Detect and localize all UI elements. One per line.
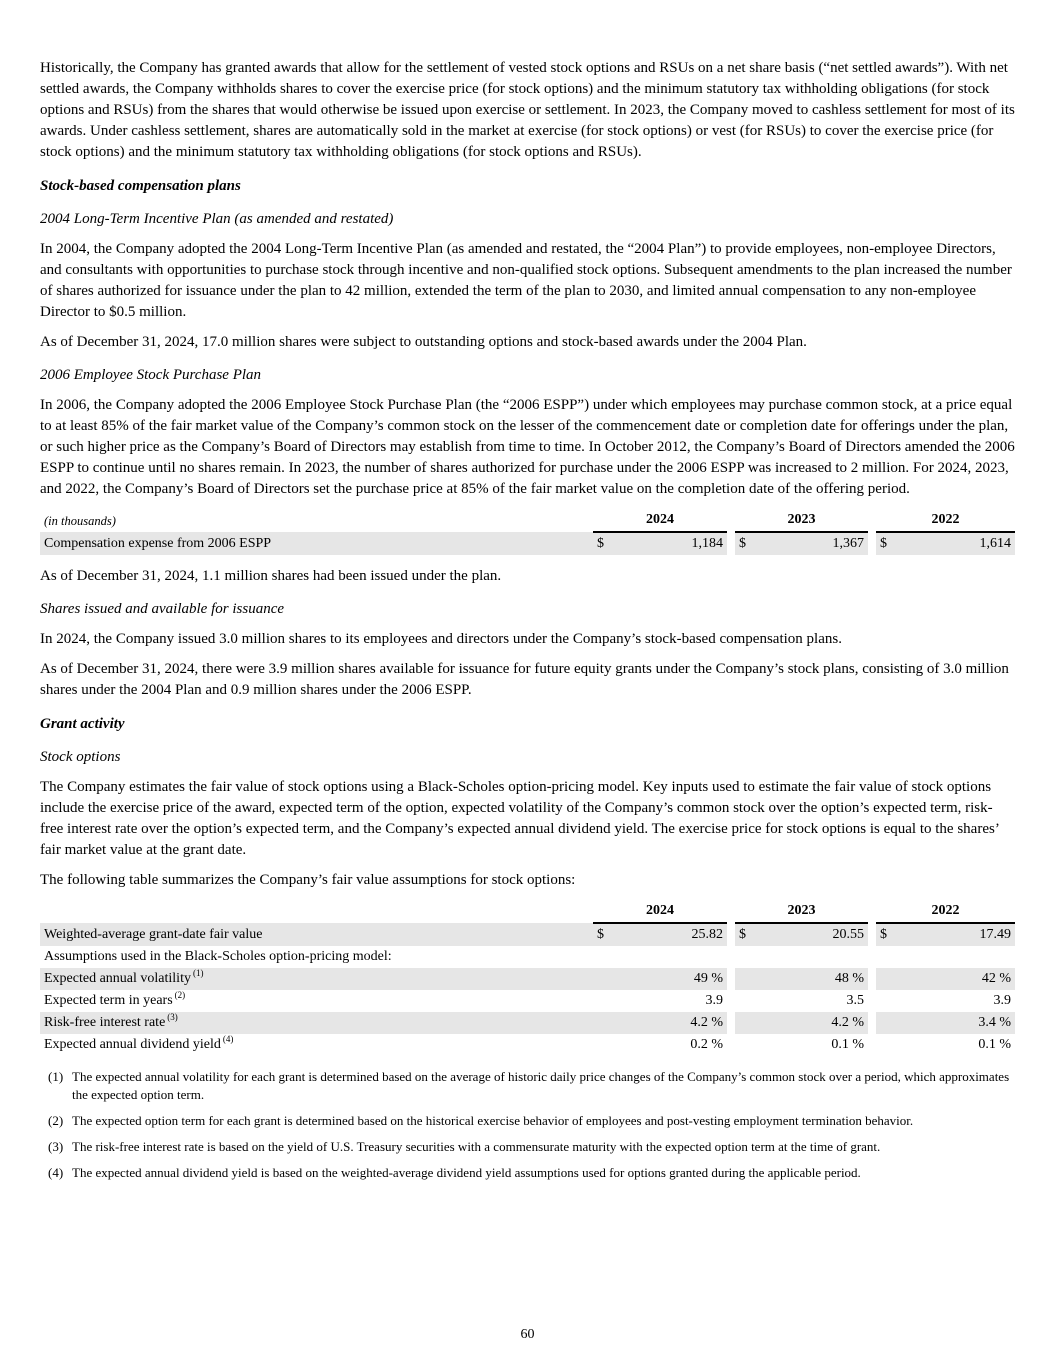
paragraph-2006-issued: As of December 31, 2024, 1.1 million shares had been issued under the plan. <box>40 568 502 584</box>
footnote-reference: (1) <box>192 968 204 979</box>
footnote-text: The expected option term for each grant is determined based on the historical exercise behavior of employees and post-vesting employment termination behavior. <box>72 1113 914 1128</box>
row-label: Risk-free interest rate $^{(3)}$ <box>40 1012 593 1034</box>
heading-grant-activity: Grant activity <box>40 716 125 732</box>
value-cell: 3.9 <box>705 993 723 1008</box>
paragraph-shares-issued: In 2024, the Company issued 3.0 million shares to its employees and directors under the Company’s stock-based compensation plans. <box>40 631 842 647</box>
column-gap <box>868 509 876 532</box>
currency-symbol: $ <box>735 923 755 946</box>
year-column-header: 2022 <box>876 900 1015 923</box>
year-column-header: 2023 <box>735 900 868 923</box>
value-cell: 1,367 <box>755 532 868 555</box>
value-cell: 0.1 % <box>831 1037 864 1052</box>
footnote <box>48 1164 1015 1182</box>
table-row <box>40 990 1015 1012</box>
intro-paragraph: Historically, the Company has granted awards that allow for the settlement of vested stock options and RSUs on a net share basis (“net settled awards”). With net settled awards, the Company withholds shares to cover the exercise price (for stock options) and the minimum statutory tax withholding obligations (for stock options and RSUs) from the shares that would otherwise be issued upon exercise or settlement. In 2023, the Company moved to cashless settlement for most of its awards. Under cashless settlement, shares are automatically sold in the market at exercise (for stock options) or vest (for RSUs) to cover the exercise price (for stock options) and the minimum statutory tax withholding obligations (for stock options and RSUs). <box>40 60 1015 160</box>
footnote-marker: (4) <box>48 1165 64 1180</box>
footnote-reference: (3) <box>167 1012 178 1023</box>
row-label: Expected annual dividend yield $^{(4)}$ <box>44 1034 234 1052</box>
footnote-marker: (2) <box>48 1113 64 1128</box>
year-column-header: 2022 <box>876 509 1015 532</box>
value-cell: 1,614 <box>896 532 1015 555</box>
fair-value-assumptions-table <box>40 900 1015 1056</box>
row-label: Compensation expense from 2006 ESPP <box>40 532 593 555</box>
currency-symbol: $ <box>876 532 896 555</box>
paragraph-black-scholes: The Company estimates the fair value of stock options using a Black-Scholes option-pricing model. Key inputs used to estimate the fair value of stock options include the exercise price of the award, expected term of the option, expected volatility of the Company’s common stock over the option’s expected term, risk-free interest rate over the option’s expected term, and the Company’s expected annual dividend yield. The exercise price for stock options is equal to the shares’ fair market value at the grant date. <box>40 779 999 858</box>
value-cell: 49 % <box>613 968 727 990</box>
table-header-row <box>40 509 1015 532</box>
value-cell: 48 % <box>755 968 868 990</box>
footnote-reference: (4) <box>222 1034 234 1045</box>
row-label: Expected annual volatility $^{(1)}$ <box>40 968 593 990</box>
value-cell: 4.2 % <box>613 1012 727 1034</box>
heading-2006-espp: 2006 Employee Stock Purchase Plan <box>40 367 262 383</box>
paragraph-2006-espp: In 2006, the Company adopted the 2006 Employee Stock Purchase Plan (the “2006 ESPP”) under which employees may purchase common stock, at a price equal to at least 85% of the fair market value of the Company’s common stock on the lesser of the commencement date or completion date for offerings under the plan, or such higher price as the Company’s Board of Directors may establish from time to time. In October 2012, the Company’s Board of Directors amended the 2006 ESPP to continue until no shares remain. In 2023, the number of shares authorized for purchase under the 2006 ESPP was increased to 2 million. For 2024, 2023, and 2022, the Company’s Board of Directors set the purchase price at 85% of the fair market value on the completion date of the offering period. <box>40 397 1015 497</box>
table-row <box>40 968 1015 990</box>
table-caption <box>40 900 593 923</box>
value-cell: 1,184 <box>613 532 727 555</box>
currency-symbol: $ <box>593 923 613 946</box>
row-label: Assumptions used in the Black-Scholes option-pricing model: <box>44 949 392 964</box>
table-row <box>40 1012 1015 1034</box>
page-number: 60 <box>520 1327 535 1342</box>
value-cell: 4.2 % <box>755 1012 868 1034</box>
row-label: Expected term in years $^{(2)}$ <box>44 990 186 1008</box>
column-gap <box>868 532 876 555</box>
currency-symbol: $ <box>593 532 613 555</box>
row-label: Weighted-average grant-date fair value <box>40 923 593 946</box>
table-row <box>40 923 1015 946</box>
table-row <box>40 946 1015 968</box>
table-header-row <box>40 900 1015 923</box>
value-cell: 0.1 % <box>978 1037 1011 1052</box>
year-column-header: 2024 <box>593 900 727 923</box>
footnote-text: The expected annual volatility for each grant is determined based on the average of historic daily price changes of the Company’s common stock over a period, which approximates the expected option term. <box>72 1069 1010 1102</box>
esp-compensation-expense-table <box>40 509 1015 555</box>
value-cell: 3.4 % <box>896 1012 1015 1034</box>
footnote-reference: (2) <box>174 990 186 1001</box>
footnote-marker: (3) <box>48 1139 64 1154</box>
value-cell: 20.55 <box>755 923 868 946</box>
paragraph-table-lead-in: The following table summarizes the Company’s fair value assumptions for stock options: <box>40 872 576 888</box>
year-column-header: 2023 <box>735 509 868 532</box>
value-cell: 0.2 % <box>690 1037 723 1052</box>
footnote <box>48 1068 1015 1104</box>
footnote-text: The expected annual dividend yield is based on the weighted-average dividend yield assumptions used for options granted during the applicable period. <box>72 1165 861 1180</box>
value-cell: 17.49 <box>896 923 1015 946</box>
heading-stock-options: Stock options <box>40 749 121 765</box>
paragraph-2004-plan: In 2004, the Company adopted the 2004 Long-Term Incentive Plan (as amended and restated, the “2004 Plan”) to provide employees, non-employee Directors, and consultants with opportunities to purchase stock through incentive and non-qualified stock options. Subsequent amendments to the plan increased the number of shares authorized for issuance under the plan to 42 million, extended the term of the plan to 2030, and limited annual compensation to any non-employee Director to $0.5 million. <box>40 241 1012 320</box>
column-gap <box>868 923 876 946</box>
value-cell: 3.9 <box>993 993 1011 1008</box>
column-gap <box>727 923 735 946</box>
column-gap <box>727 532 735 555</box>
heading-shares-issued: Shares issued and available for issuance <box>40 601 285 617</box>
footnote-text: The risk-free interest rate is based on the yield of U.S. Treasury securities with a commensurate maturity with the expected option term at the time of grant. <box>72 1139 881 1154</box>
footnote <box>48 1112 1015 1130</box>
footnote <box>48 1138 1015 1156</box>
table-row <box>40 1034 1015 1056</box>
footnotes-section <box>48 1068 1015 1182</box>
column-gap <box>868 900 876 923</box>
heading-2004-plan: 2004 Long-Term Incentive Plan (as amended and restated) <box>40 211 394 227</box>
table-caption: (in thousands) <box>44 514 116 528</box>
currency-symbol: $ <box>735 532 755 555</box>
heading-stock-based-compensation-plans: Stock-based compensation plans <box>40 178 241 194</box>
value-cell: 42 % <box>896 968 1015 990</box>
paragraph-2004-outstanding: As of December 31, 2024, 17.0 million shares were subject to outstanding options and stock-based awards under the 2004 Plan. <box>40 334 807 350</box>
year-column-header: 2024 <box>593 509 727 532</box>
column-gap <box>727 900 735 923</box>
value-cell: 25.82 <box>613 923 727 946</box>
currency-symbol: $ <box>876 923 896 946</box>
table-row <box>40 532 1015 555</box>
column-gap <box>727 509 735 532</box>
footnote-marker: (1) <box>48 1069 64 1084</box>
value-cell: 3.5 <box>846 993 864 1008</box>
paragraph-shares-available: As of December 31, 2024, there were 3.9 million shares available for issuance for future equity grants under the Company’s stock plans, consisting of 3.0 million shares under the 2004 Plan and 0.9 million shares under the 2006 ESPP. <box>40 661 1009 698</box>
